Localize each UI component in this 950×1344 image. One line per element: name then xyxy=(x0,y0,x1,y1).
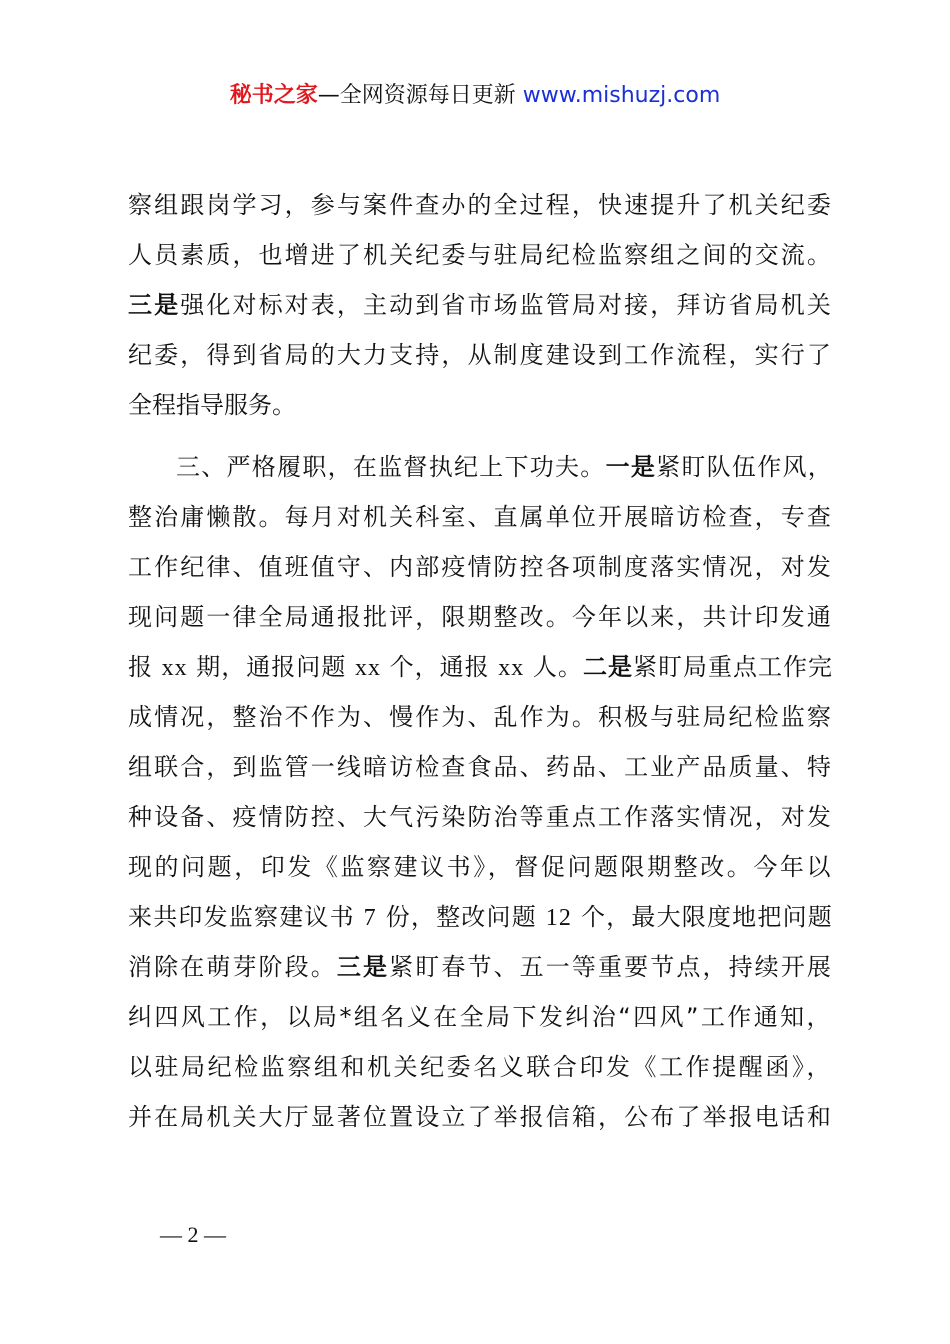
text-segment: 紧盯春节、五一等重要节点，持续开展 xyxy=(389,953,834,981)
text-line xyxy=(128,692,833,742)
text-line xyxy=(128,492,833,542)
text-line xyxy=(128,380,833,430)
document-body xyxy=(128,180,833,1142)
text-line xyxy=(128,542,833,592)
text-segment: 份，整改问题 xyxy=(376,903,546,931)
text-segment: 报 xyxy=(128,653,162,681)
text-segment: 成情况，整治不作为、慢作为、乱作为。积极与驻局纪检监察 xyxy=(128,703,833,731)
text-line xyxy=(128,842,833,892)
text-segment: 察组跟岗学习，参与案件查办的全过程，快速提升了机关纪委 xyxy=(128,191,833,219)
text-segment: 强化对标对表，主动到省市场监管局对接，拜访省局机关 xyxy=(180,291,834,319)
text-segment: xx xyxy=(161,655,188,681)
text-segment: 纠四风工作，以局*组名义在全局下发纠治“四风”工作通知， xyxy=(128,1003,833,1031)
text-segment: 人。 xyxy=(524,653,583,681)
text-segment: 纪委，得到省局的大力支持，从制度建设到工作流程，实行了 xyxy=(128,341,833,369)
header-tagline: —全网资源每日更新 xyxy=(317,83,516,108)
site-header xyxy=(0,80,950,112)
text-line xyxy=(128,592,833,642)
text-segment: 并在局机关大厅显著位置设立了举报信箱，公布了举报电话和 xyxy=(128,1103,833,1131)
text-segment: 现的问题，印发《监察建议书》，督促问题限期整改。今年以 xyxy=(128,853,833,881)
text-line xyxy=(128,792,833,842)
text-segment: 7 xyxy=(363,905,377,931)
text-line xyxy=(128,442,833,492)
bold-lead-phrase: 三是 xyxy=(336,953,390,981)
text-segment: 紧盯队伍作风， xyxy=(656,453,834,481)
text-segment: 组联合，到监管一线暗访检查食品、药品、工业产品质量、特 xyxy=(128,753,833,781)
text-segment: 人员素质，也增进了机关纪委与驻局纪检监察组之间的交流。 xyxy=(128,241,833,269)
brand-name: 秘书之家 xyxy=(229,83,318,108)
text-segment: 全程指导服务。 xyxy=(128,391,296,419)
text-segment: 个，最大限度地把问题 xyxy=(572,903,833,931)
text-segment: 期，通报问题 xyxy=(187,653,355,681)
text-line xyxy=(128,642,833,692)
bold-lead-phrase: 一是 xyxy=(605,453,657,481)
text-segment: 现问题一律全局通报批评，限期整改。今年以来，共计印发通 xyxy=(128,603,833,631)
text-segment: 12 xyxy=(545,905,573,931)
text-segment: 来共印发监察建议书 xyxy=(128,903,364,931)
site-url-link[interactable]: www.mishuzj.com xyxy=(522,83,721,108)
text-line xyxy=(128,1092,833,1142)
text-segment: 紧盯局重点工作完 xyxy=(632,653,834,681)
text-segment: 以驻局纪检监察组和机关纪委名义联合印发《工作提醒函》， xyxy=(128,1053,833,1081)
text-line xyxy=(128,742,833,792)
text-line xyxy=(128,992,833,1042)
text-segment: 工作纪律、值班值守、内部疫情防控各项制度落实情况，对发 xyxy=(128,553,833,581)
text-line xyxy=(128,330,833,380)
paragraph-gap xyxy=(128,430,833,442)
text-segment: 整治庸懒散。每月对机关科室、直属单位开展暗访检查，专查 xyxy=(128,503,833,531)
text-line xyxy=(128,230,833,280)
page-number: — 2 — xyxy=(160,1222,226,1247)
text-line xyxy=(128,892,833,942)
text-segment: 三、严格履职，在监督执纪上下功夫。 xyxy=(176,453,606,481)
text-segment: xx xyxy=(354,655,381,681)
bold-lead-phrase: 三是 xyxy=(128,291,181,319)
text-line xyxy=(128,1042,833,1092)
text-segment: 消除在萌芽阶段。 xyxy=(128,953,337,981)
text-line xyxy=(128,180,833,230)
text-line xyxy=(128,280,833,330)
bold-lead-phrase: 二是 xyxy=(582,653,633,681)
text-segment: 个，通报 xyxy=(380,653,499,681)
text-segment: xx xyxy=(498,655,525,681)
text-segment: 种设备、疫情防控、大气污染防治等重点工作落实情况，对发 xyxy=(128,803,833,831)
text-line xyxy=(128,942,833,992)
